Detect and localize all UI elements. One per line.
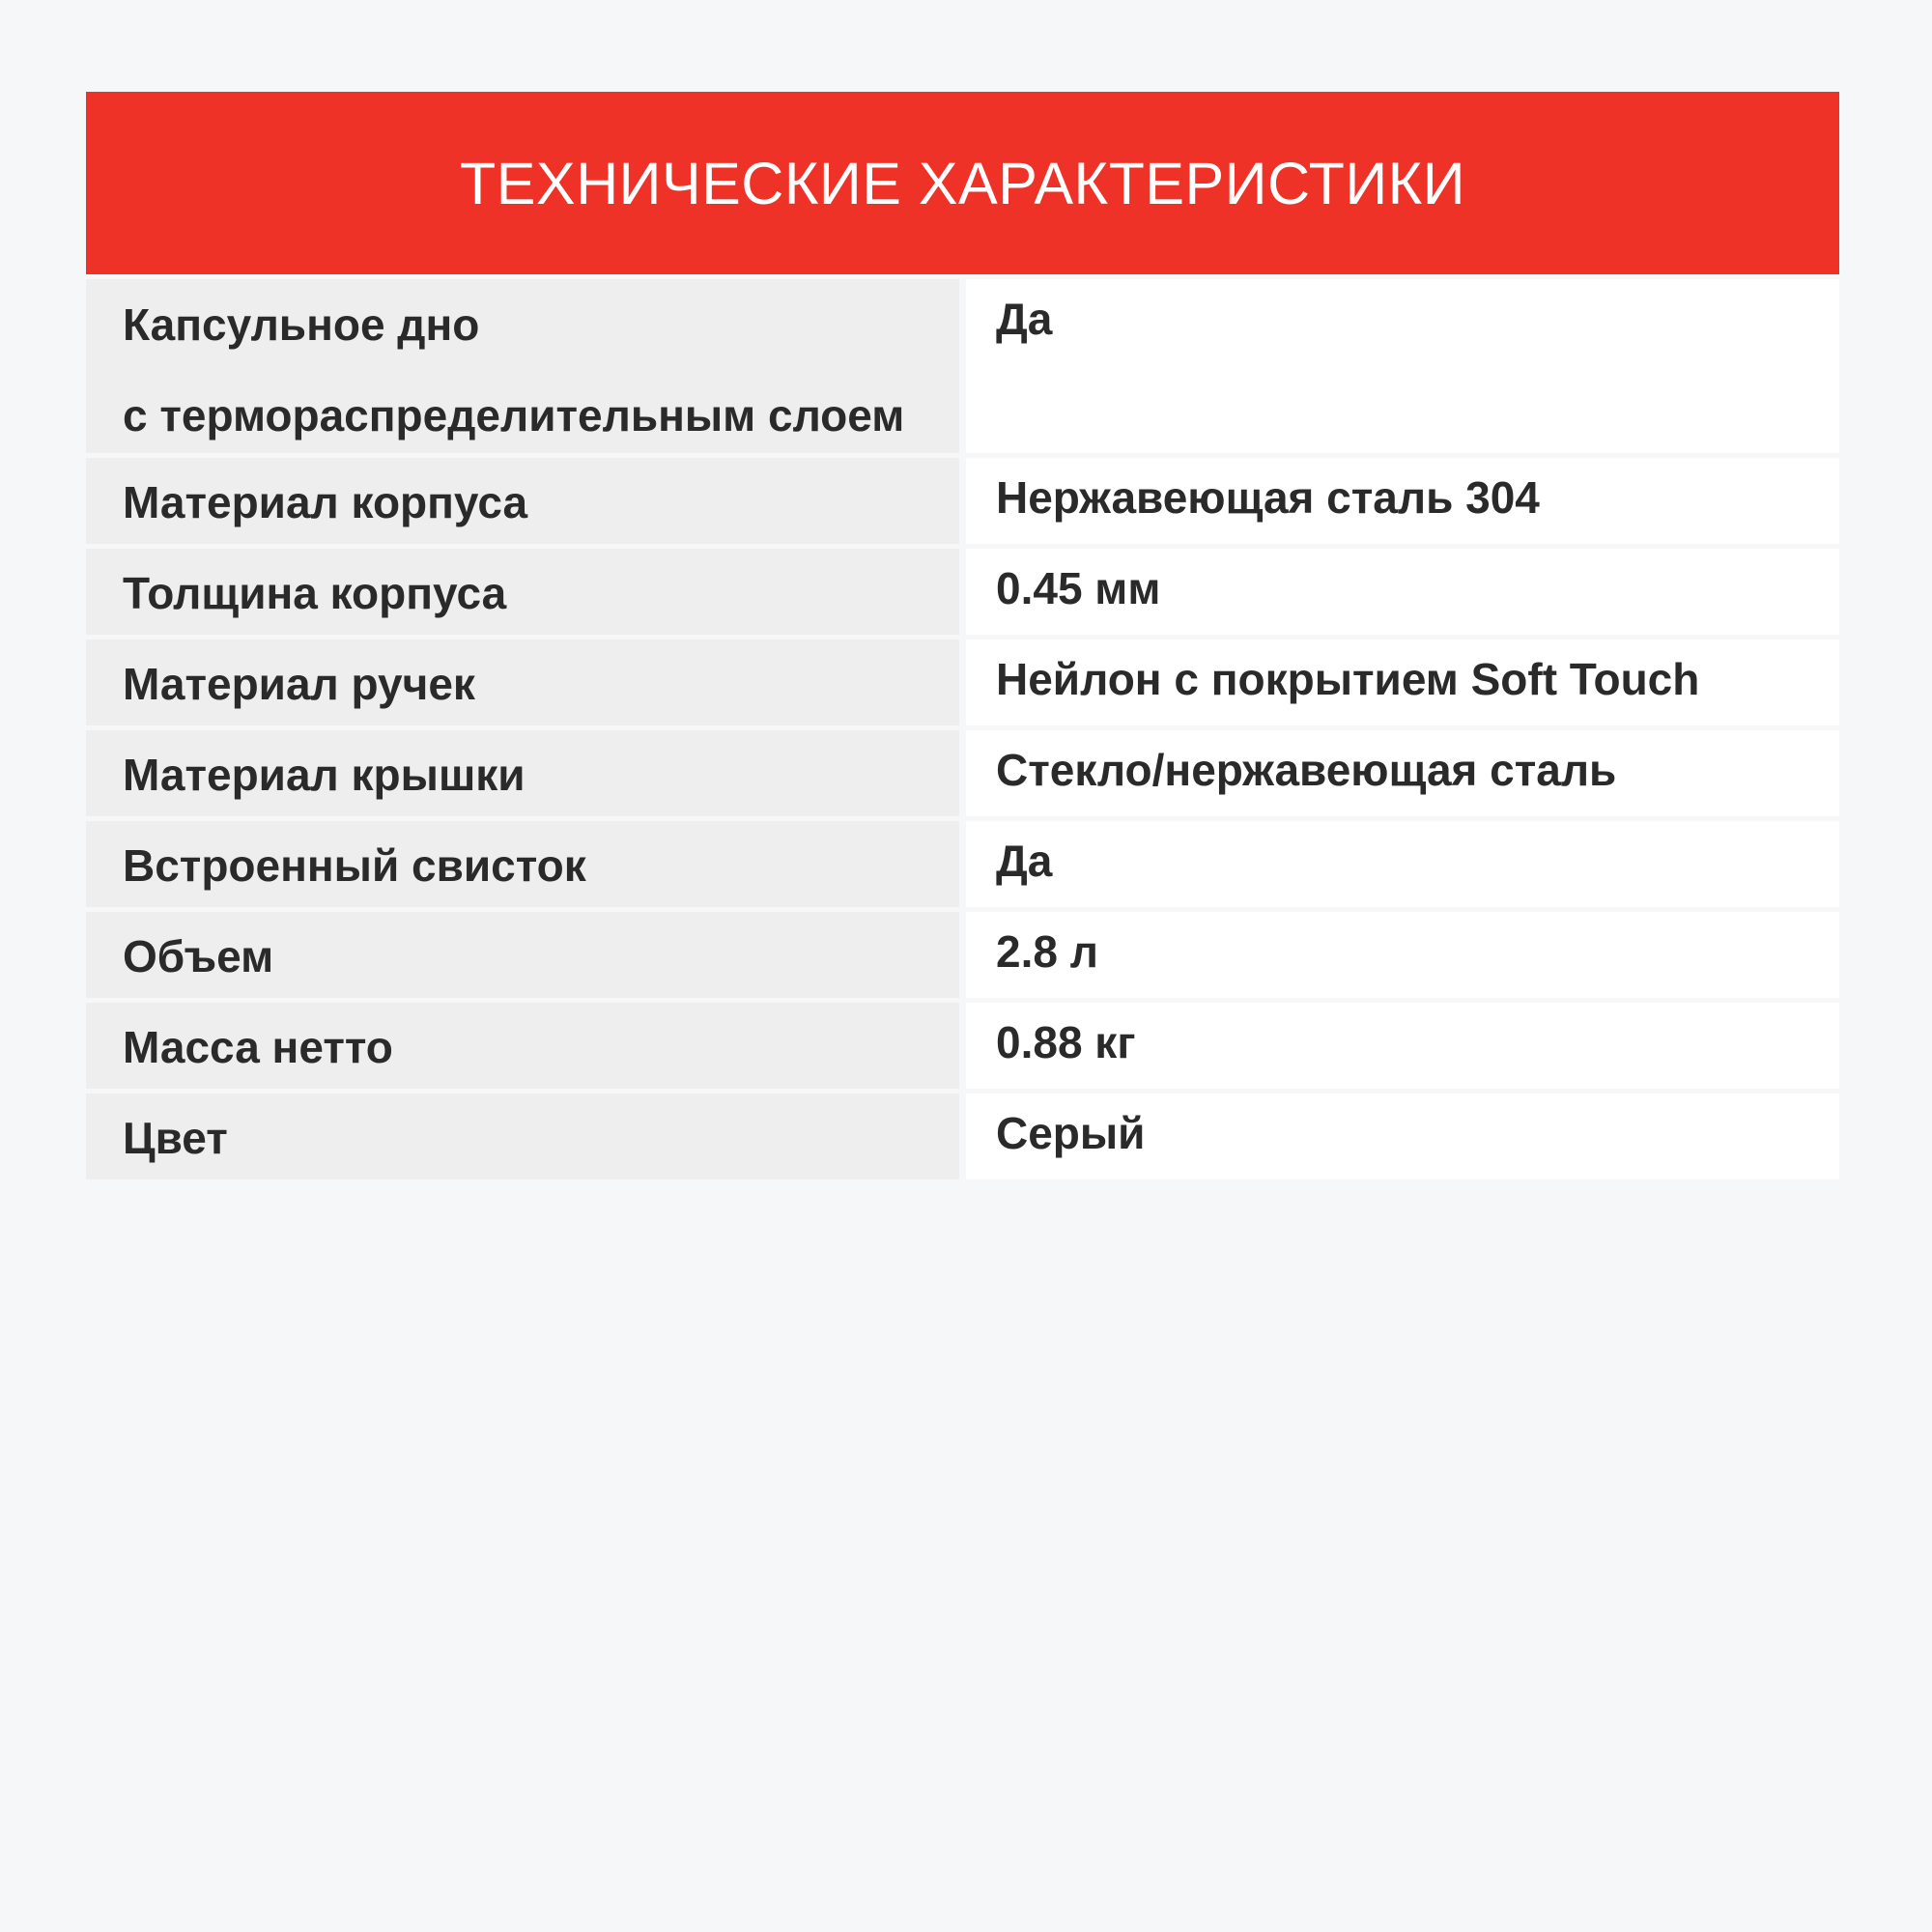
spec-label: Материал корпуса — [86, 458, 959, 544]
column-divider — [959, 912, 966, 998]
spec-label: Встроенный свисток — [86, 821, 959, 907]
spec-label: Капсульное дно с терморaспределительным слоем — [86, 279, 959, 453]
spec-header — [86, 92, 1839, 274]
column-divider — [959, 1003, 966, 1089]
column-divider — [959, 639, 966, 725]
spec-label: Объем — [86, 912, 959, 998]
spec-label: Материал крышки — [86, 730, 959, 816]
spec-value: 2.8 л — [966, 912, 1839, 998]
spec-value: Нержавеющая сталь 304 — [966, 458, 1839, 544]
spec-row — [86, 549, 1839, 635]
spec-value: Серый — [966, 1094, 1839, 1179]
spec-label: Цвет — [86, 1094, 959, 1179]
spec-row — [86, 1003, 1839, 1089]
spec-label: Толщина корпуса — [86, 549, 959, 635]
spec-value: Нейлон с покрытием Soft Touch — [966, 639, 1839, 725]
spec-row — [86, 821, 1839, 907]
spec-title: ТЕХНИЧЕСКИЕ ХАРАКТЕРИСТИКИ — [459, 150, 1466, 216]
column-divider — [959, 821, 966, 907]
spec-row — [86, 639, 1839, 725]
spec-label: Масса нетто — [86, 1003, 959, 1089]
spec-row — [86, 279, 1839, 453]
spec-value: Стекло/нержавеющая сталь — [966, 730, 1839, 816]
column-divider — [959, 458, 966, 544]
spec-value: Да — [966, 821, 1839, 907]
spec-value: Да — [966, 279, 1839, 453]
spec-card — [86, 92, 1839, 1179]
spec-row — [86, 912, 1839, 998]
spec-table — [86, 274, 1839, 1179]
column-divider — [959, 549, 966, 635]
column-divider — [959, 730, 966, 816]
spec-value: 0.45 мм — [966, 549, 1839, 635]
spec-row — [86, 1094, 1839, 1179]
spec-value: 0.88 кг — [966, 1003, 1839, 1089]
spec-row — [86, 458, 1839, 544]
spec-label: Материал ручек — [86, 639, 959, 725]
spec-row — [86, 730, 1839, 816]
column-divider — [959, 1094, 966, 1179]
column-divider — [959, 279, 966, 453]
